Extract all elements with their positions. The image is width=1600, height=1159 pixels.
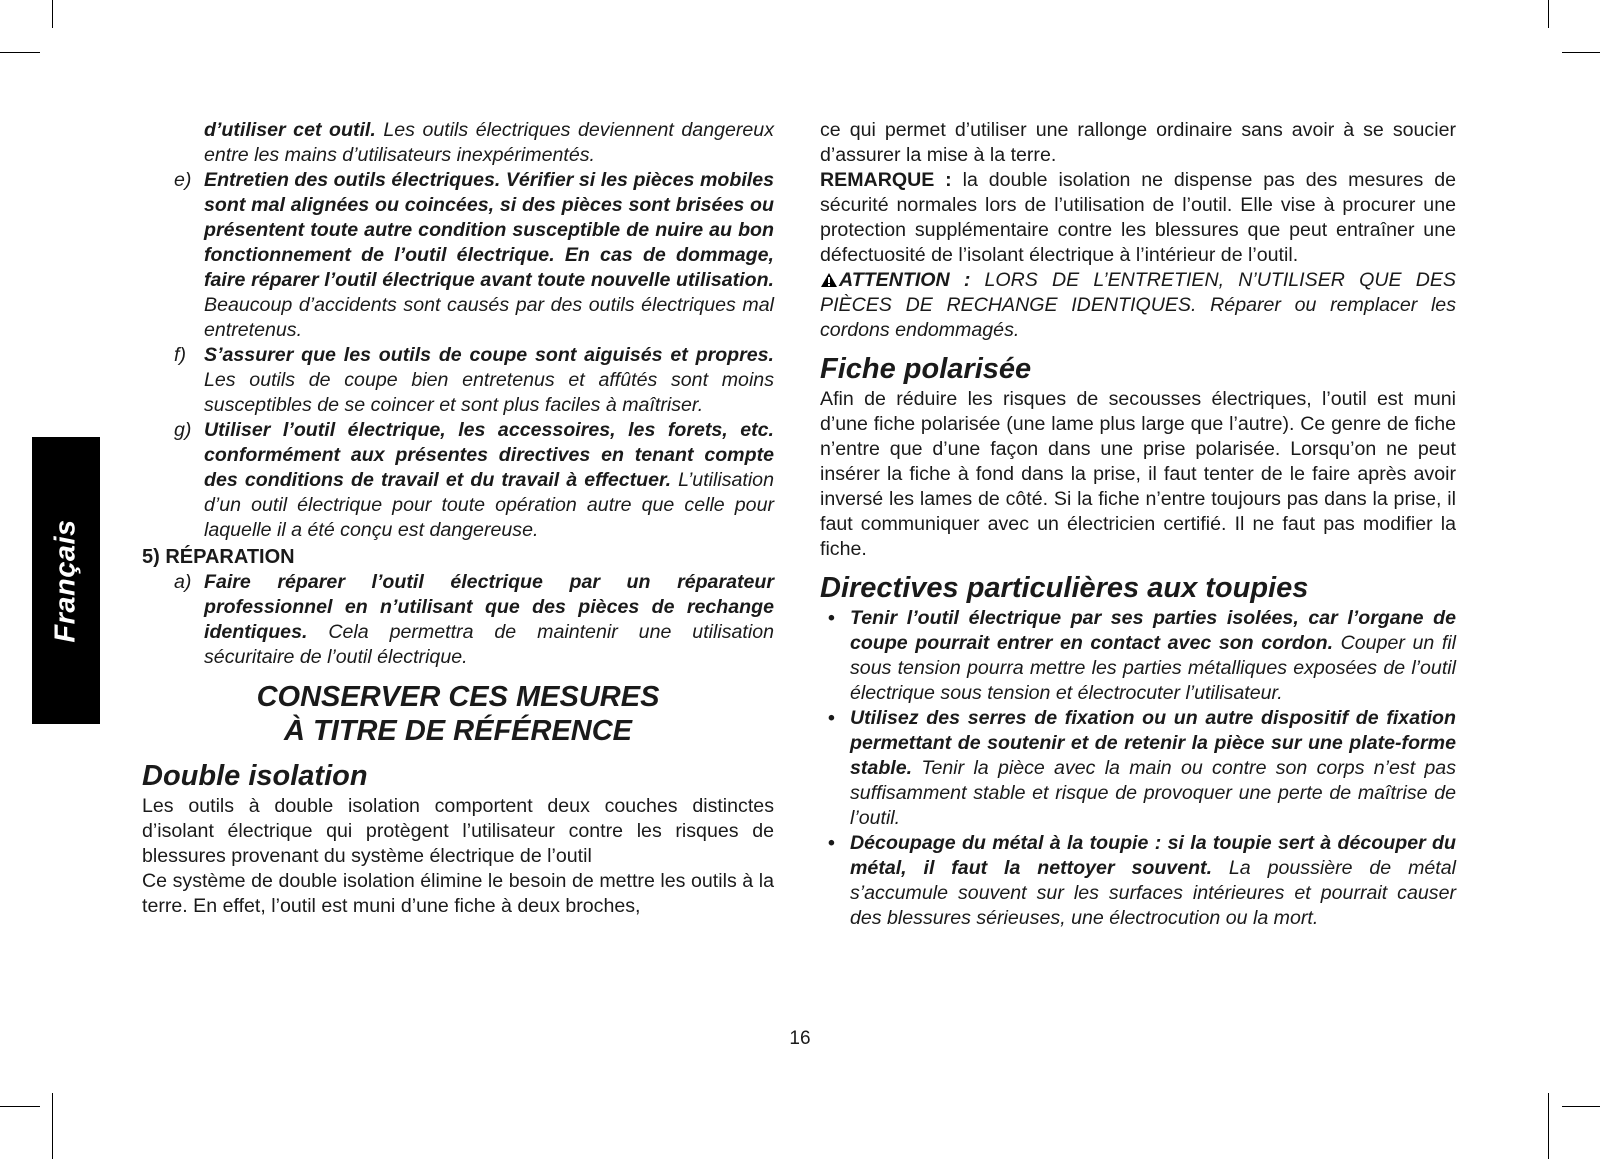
language-tab-label: Français bbox=[49, 518, 82, 643]
directive-bullet bbox=[820, 706, 1456, 831]
save-heading-line1: CONSERVER CES MESURES bbox=[256, 681, 660, 713]
continued-paragraph: ce qui permet d’utiliser une rallonge ordinaire sans avoir à se soucier d’assurer la mise à la terre. bbox=[820, 119, 1456, 166]
item-text: Beaucoup d’accidents sont causés par des outils électriques mal entretenus. bbox=[204, 294, 774, 341]
item-bold: Utiliser l’outil électrique, les accessoires, les forets, etc. conformément aux présentes directives en tenant compte des conditions de travail et du travail à effectuer. bbox=[204, 419, 774, 491]
bullet-text: Couper un fil sous tension pourra mettre les parties métalliques exposées de l’outil électrique sous tension et électrocuter l’utilisateur. bbox=[850, 632, 1456, 704]
warning-triangle-icon bbox=[820, 272, 838, 288]
item-bold: S’assurer que les outils de coupe sont aiguisés et propres. bbox=[204, 344, 774, 366]
crop-mark bbox=[1562, 52, 1600, 53]
crop-mark bbox=[0, 52, 40, 53]
double-isolation-heading: Double isolation bbox=[142, 760, 368, 792]
bullet-icon: • bbox=[828, 607, 835, 629]
save-instructions-heading bbox=[142, 680, 774, 748]
attention-label: ATTENTION : bbox=[839, 269, 971, 291]
language-tab bbox=[32, 437, 100, 724]
safety-item-g bbox=[142, 418, 774, 543]
attention-text: LORS DE L’ENTRETIEN, N’UTILISER QUE DES PIÈCES DE RECHANGE IDENTIQUES. Réparer ou remplacer les cordons endommagés. bbox=[820, 269, 1456, 341]
item-letter: g) bbox=[174, 419, 192, 441]
right-column bbox=[820, 118, 1456, 931]
bullet-bold: Découpage du métal à la toupie : si la toupie sert à découper du métal, il faut la nettoyer souvent. bbox=[850, 832, 1456, 879]
directive-bullet bbox=[820, 606, 1456, 706]
bullet-text: Tenir la pièce avec la main ou contre son corps n’est pas suffisamment stable et risque de provoquer une perte de maîtrise de l’outil. bbox=[850, 757, 1456, 829]
directive-bullet bbox=[820, 831, 1456, 931]
item-letter: e) bbox=[174, 169, 192, 191]
item-text: Cela permettra de maintenir une utilisation sécuritaire de l’outil électrique. bbox=[204, 621, 774, 668]
crop-mark bbox=[1548, 1093, 1549, 1159]
repair-item-a bbox=[142, 570, 774, 670]
crop-mark bbox=[1562, 1106, 1600, 1107]
crop-mark bbox=[0, 1106, 40, 1107]
item-text: L’utilisation d’un outil électrique pour toute opération autre que celle pour laquelle il a été conçu est dangereuse. bbox=[204, 469, 774, 541]
item-bold: Faire réparer l’outil électrique par un réparateur professionnel en n’utilisant que des pièces de rechange identiques. bbox=[204, 571, 774, 643]
crop-mark bbox=[52, 1093, 53, 1159]
remark-paragraph bbox=[820, 168, 1456, 268]
remark-label: REMARQUE : bbox=[820, 169, 952, 191]
remark-text: la double isolation ne dispense pas des mesures de sécurité normales lors de l’utilisation de l’outil. Elle vise à procurer une protection supplémentaire contre les blessures que peut entraîner une défectuosité de l’isolant électrique à l’intérieur de l’outil. bbox=[820, 169, 1456, 266]
item-text: Les outils de coupe bien entretenus et affûtés sont moins susceptibles de se coincer et sont plus faciles à maîtriser. bbox=[204, 369, 774, 416]
bullet-text: La poussière de métal s’accumule souvent sur les surfaces intérieures et pourrait causer des blessures sérieuses, une électrocution ou la mort. bbox=[850, 857, 1456, 929]
crop-mark bbox=[52, 0, 53, 28]
section-title-repair: 5) RÉPARATION bbox=[142, 546, 295, 568]
crop-mark bbox=[1548, 0, 1549, 28]
bullet-icon: • bbox=[828, 707, 835, 729]
polarized-plug-heading: Fiche polarisée bbox=[820, 353, 1032, 385]
safety-item-e bbox=[142, 168, 774, 343]
left-column bbox=[142, 118, 774, 919]
polarized-plug-paragraph: Afin de réduire les risques de secousses électriques, l’outil est muni d’une fiche polarisée (une lame plus large que l’autre). Ce genre de fiche n’entre que d’une façon dans une prise polarisée. Lorsqu’on ne peut insérer la fiche à fond dans la prise, il faut tenter de le faire après avoir inversé les lames de côté. Si la fiche n’entre toujours pas dans la prise, il faut communiquer avec un électricien certifié. Il ne faut pas modifier la fiche. bbox=[820, 388, 1456, 560]
attention-paragraph bbox=[820, 268, 1456, 343]
double-isolation-paragraph-2: Ce système de double isolation élimine le besoin de mettre les outils à la terre. En effet, l’outil est muni d’une fiche à deux broches, bbox=[142, 870, 774, 917]
intro-bold: d’utiliser cet outil. bbox=[204, 119, 376, 141]
bullet-icon: • bbox=[828, 832, 835, 854]
intro-text: Les outils électriques deviennent dangereux entre les mains d’utilisateurs inexpérimentés. bbox=[204, 119, 774, 166]
router-directives-heading: Directives particulières aux toupies bbox=[820, 572, 1309, 604]
bullet-bold: Utilisez des serres de fixation ou un autre dispositif de fixation permettant de soutenir et de retenir la pièce sur une plate-forme stable. bbox=[850, 707, 1456, 779]
safety-item-f bbox=[142, 343, 774, 418]
double-isolation-paragraph-1: Les outils à double isolation comportent deux couches distinctes d’isolant électrique qui protègent l’utilisateur contre les risques de blessures provenant du système électrique de l’outil bbox=[142, 795, 774, 867]
page-number: 16 bbox=[789, 1028, 811, 1049]
bullet-bold: Tenir l’outil électrique par ses parties isolées, car l’organe de coupe pourrait entrer en contact avec son cordon. bbox=[850, 607, 1456, 654]
item-letter: a) bbox=[174, 571, 192, 593]
item-bold: Entretien des outils électriques. Vérifier si les pièces mobiles sont mal alignées ou coincées, si des pièces sont brisées ou présentent toute autre condition susceptible de nuire au bon fonctionnement de l’outil électrique. En cas de dommage, faire réparer l’outil électrique avant toute nouvelle utilisation. bbox=[204, 169, 774, 291]
intro-paragraph bbox=[142, 118, 774, 168]
save-heading-line2: À TITRE DE RÉFÉRENCE bbox=[283, 715, 633, 747]
item-letter: f) bbox=[174, 344, 186, 366]
